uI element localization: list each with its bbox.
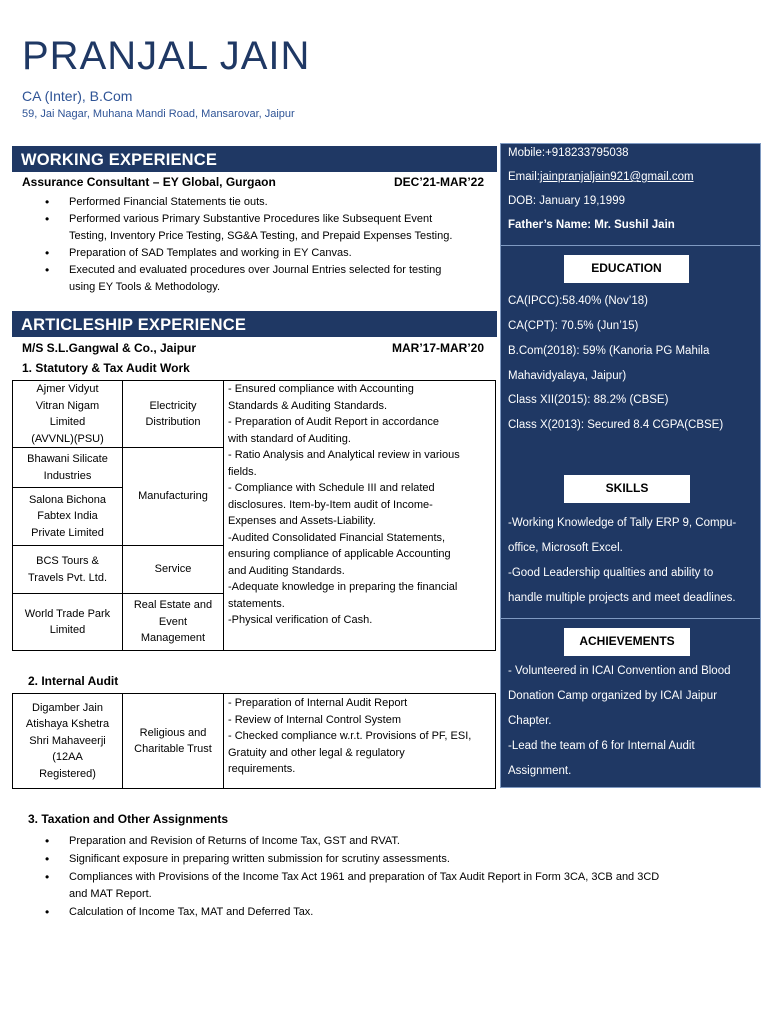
dob: DOB: January 19,1999: [508, 195, 625, 207]
articleship-heading: ARTICLESHIP EXPERIENCE: [12, 311, 497, 337]
list-item: • Performed Financial Statements tie outs.: [44, 194, 494, 211]
statutory-audit-table: [12, 380, 496, 651]
mobile: Mobile:+918233795038: [508, 147, 629, 159]
table-cell: Ajmer Vidyut Vitran Nigam Limited (AVVNL)(PSU): [13, 381, 123, 448]
articleship-period: MAR’17-MAR’20: [392, 341, 485, 355]
job-role: Assurance Consultant – EY Global, Gurgaon: [22, 175, 276, 189]
email-label: Email:: [508, 171, 540, 183]
education-line: B.Com(2018): 59% (Kanoria PG Mahila: [508, 345, 710, 357]
achievements-heading: ACHIEVEMENTS: [564, 628, 690, 656]
list-item: • Calculation of Income Tax, MAT and Deferred Tax.: [44, 904, 744, 921]
internal-audit-title: 2. Internal Audit: [28, 674, 119, 688]
email-link[interactable]: jainpranjaljain921@gmail.com: [539, 171, 694, 183]
education-line: Class X(2013): Secured 8.4 CGPA(CBSE): [508, 419, 724, 431]
candidate-name: PRANJAL JAIN: [22, 34, 311, 78]
table-cell: World Trade Park Limited: [13, 594, 123, 651]
skills-line: -Good Leadership qualities and ability to: [508, 567, 714, 579]
table-cell: BCS Tours & Travels Pvt. Ltd.: [13, 546, 123, 594]
education-line: CA(IPCC):58.40% (Nov’18): [508, 295, 648, 307]
achievement-line: - Volunteered in ICAI Convention and Blood: [508, 665, 731, 677]
working-experience-heading: WORKING EXPERIENCE: [12, 146, 497, 172]
table-cell: Salona Bichona Fabtex India Private Limited: [13, 488, 123, 546]
list-item: • Executed and evaluated procedures over Journal Entries selected for testing using EY Tools & Methodology.: [44, 262, 494, 296]
achievement-line: -Lead the team of 6 for Internal Audit: [508, 740, 695, 752]
internal-duties: - Preparation of Internal Audit Report - Review of Internal Control System - Checked compliance w.r.t. Provisions of PF, ESI, Gratuity and other legal & regulatory requirements.: [224, 694, 496, 789]
table-cell: Service: [123, 546, 224, 594]
firm-name: M/S S.L.Gangwal & Co., Jaipur: [22, 341, 197, 355]
divider: [501, 245, 760, 246]
internal-audit-table: [12, 693, 496, 789]
table-cell: Manufacturing: [123, 448, 224, 546]
qualification: CA (Inter), B.Com: [22, 88, 133, 104]
table-cell: Real Estate and Event Management: [123, 594, 224, 651]
statutory-duties: - Ensured compliance with Accounting Standards & Auditing Standards. - Preparation of Audit Report in accordance with standard of Auditing. - Ratio Analysis and Analytical review in various fields. - Compliance with Schedule III and related disclosures. Item-by-Item audit of Income- Expenses and Assets-Liability. -Audited Consolidated Financial Statements, ensuring compliance of applicable Accounting and Auditing Standards. -Adequate knowledge in preparing the financial statements. -Physical verification of Cash.: [224, 381, 496, 651]
achievement-line: Donation Camp organized by ICAI Jaipur: [508, 690, 718, 702]
table-cell: Bhawani Silicate Industries: [13, 448, 123, 488]
achievement-line: Assignment.: [508, 765, 572, 777]
email-line: [508, 171, 694, 183]
list-item: • Significant exposure in preparing written submission for scrutiny assessments.: [44, 851, 744, 868]
job-period: DEC’21-MAR’22: [394, 175, 485, 189]
table-cell: Electricity Distribution: [123, 381, 224, 448]
list-item: • Preparation and Revision of Returns of Income Tax, GST and RVAT.: [44, 833, 744, 850]
skills-line: handle multiple projects and meet deadlines.: [508, 592, 736, 604]
skills-line: office, Microsoft Excel.: [508, 542, 623, 554]
father-name: Father’s Name: Mr. Sushil Jain: [508, 219, 675, 231]
education-line: Class XII(2015): 88.2% (CBSE): [508, 394, 669, 406]
achievement-line: Chapter.: [508, 715, 552, 727]
skills-heading: SKILLS: [564, 475, 690, 503]
table-cell: Religious and Charitable Trust: [123, 694, 224, 789]
skills-line: -Working Knowledge of Tally ERP 9, Compu-: [508, 517, 737, 529]
table-cell: Digamber Jain Atishaya Kshetra Shri Mahaveerji (12AA Registered): [13, 694, 123, 789]
education-heading: EDUCATION: [564, 255, 689, 283]
taxation-bullets: [44, 833, 744, 921]
list-item: • Compliances with Provisions of the Income Tax Act 1961 and preparation of Tax Audit Report in Form 3CA, 3CB and 3CD and MAT Report.: [44, 869, 744, 903]
education-line: Mahavidyalaya, Jaipur): [508, 370, 627, 382]
taxation-title: 3. Taxation and Other Assignments: [28, 812, 229, 826]
education-line: CA(CPT): 70.5% (Jun’15): [508, 320, 639, 332]
divider: [501, 618, 760, 619]
list-item: • Performed various Primary Substantive Procedures like Subsequent Event Testing, Inventory Price Testing, SG&A Testing, and Prepaid Expenses Testing.: [44, 211, 494, 245]
sidebar: [500, 143, 761, 788]
list-item: • Preparation of SAD Templates and working in EY Canvas.: [44, 245, 494, 262]
statutory-title: 1. Statutory & Tax Audit Work: [22, 361, 190, 375]
address: 59, Jai Nagar, Muhana Mandi Road, Mansarovar, Jaipur: [22, 108, 295, 120]
work-bullets: [44, 194, 494, 296]
